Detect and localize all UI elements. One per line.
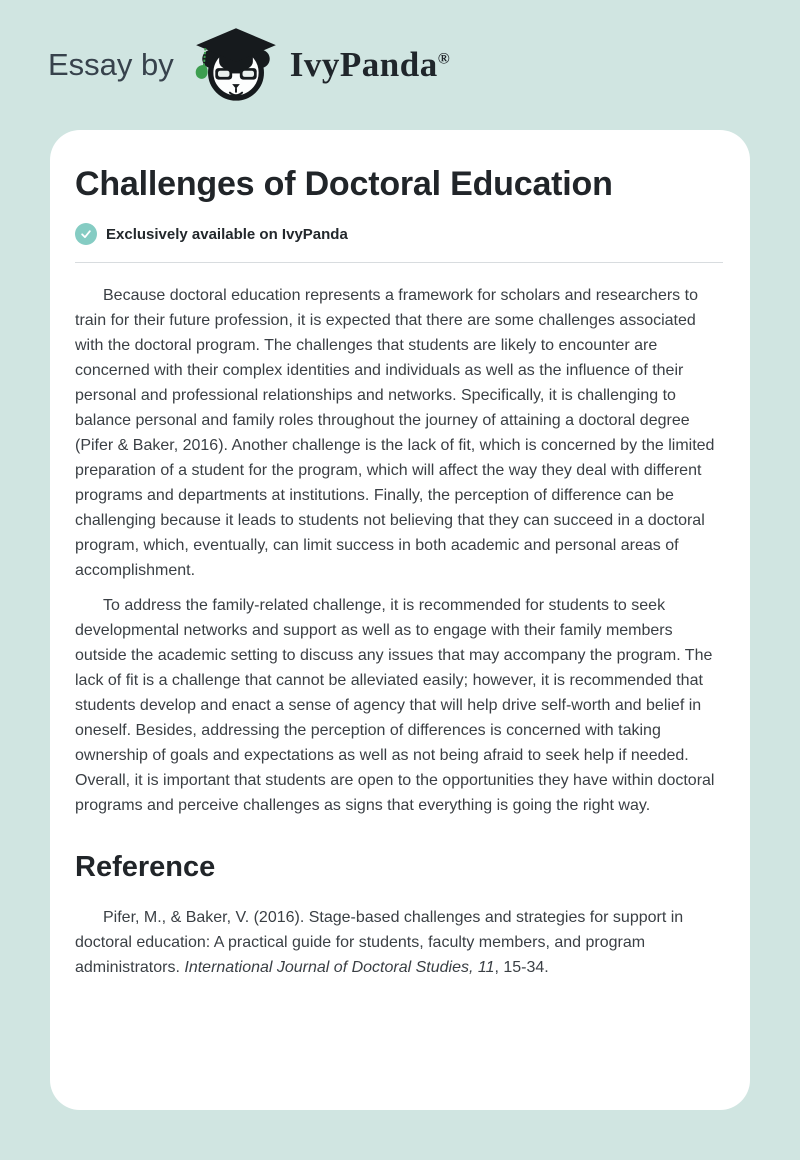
badge-label: Exclusively available on IvyPanda	[106, 225, 348, 243]
essay-card	[50, 130, 750, 1110]
ivypanda-logo-icon	[190, 25, 282, 105]
reference-heading: Reference	[75, 851, 216, 884]
check-icon	[75, 223, 97, 245]
essay-body	[75, 283, 723, 818]
essay-paragraph-2: To address the family-related challenge, it is recommended for students to seek developmental networks and support as well as to engage with their family members outside the academic setting to discuss any issues that may accompany the program. The lack of fit is a challenge that cannot be alleviated easily; however, it is recommended that students develop and enact a sense of agency that will help drive self-worth and belief in oneself. Besides, addressing the perception of differences is concerned with taking ownership of goals and expectations as well as not being afraid to seek help if needed. Overall, it is important that students are open to the opportunities they have within doctoral programs and perceive challenges as signs that everything is going the right way.	[75, 597, 715, 815]
reference-entry	[75, 905, 723, 980]
reference-text: Pifer, M., & Baker, V. (2016). Stage-based challenges and strategies for support in doctoral education: A practical guide for students, faculty members, and program administrators.	[75, 909, 684, 977]
reference-pages: , 15-34.	[494, 959, 549, 977]
registered-mark: ®	[437, 50, 451, 68]
essay-paragraph-1: Because doctoral education represents a framework for scholars and researchers to train for their future profession, it is expected that there are some challenges associated with the doctoral program. The challenges that students are likely to encounter are concerned with their complex identities and individuals as well as the influence of their personal and professional relationships and networks. Specifically, it is challenging to balance personal and family roles throughout the journey of attaining a doctoral degree (Pifer & Baker, 2016). Another challenge is the lack of fit, which is concerned by the limited preparation of a student for the program, which will affect the way they deal with different programs and departments at institutions. Finally, the perception of difference can be challenging because it leads to students not believing that they can succeed in a doctoral program, which, eventually, can limit success in both academic and personal areas of accomplishment.	[75, 287, 715, 580]
divider	[75, 262, 723, 263]
essay-by-label: Essay by	[48, 47, 174, 82]
page-title: Challenges of Doctoral Education	[75, 165, 613, 203]
brand-wordmark	[290, 45, 450, 85]
exclusive-badge	[75, 223, 723, 245]
brand-name: IvyPanda	[289, 45, 438, 84]
reference-journal-title: International Journal of Doctoral Studies, 11	[184, 959, 495, 977]
site-header	[0, 0, 800, 130]
